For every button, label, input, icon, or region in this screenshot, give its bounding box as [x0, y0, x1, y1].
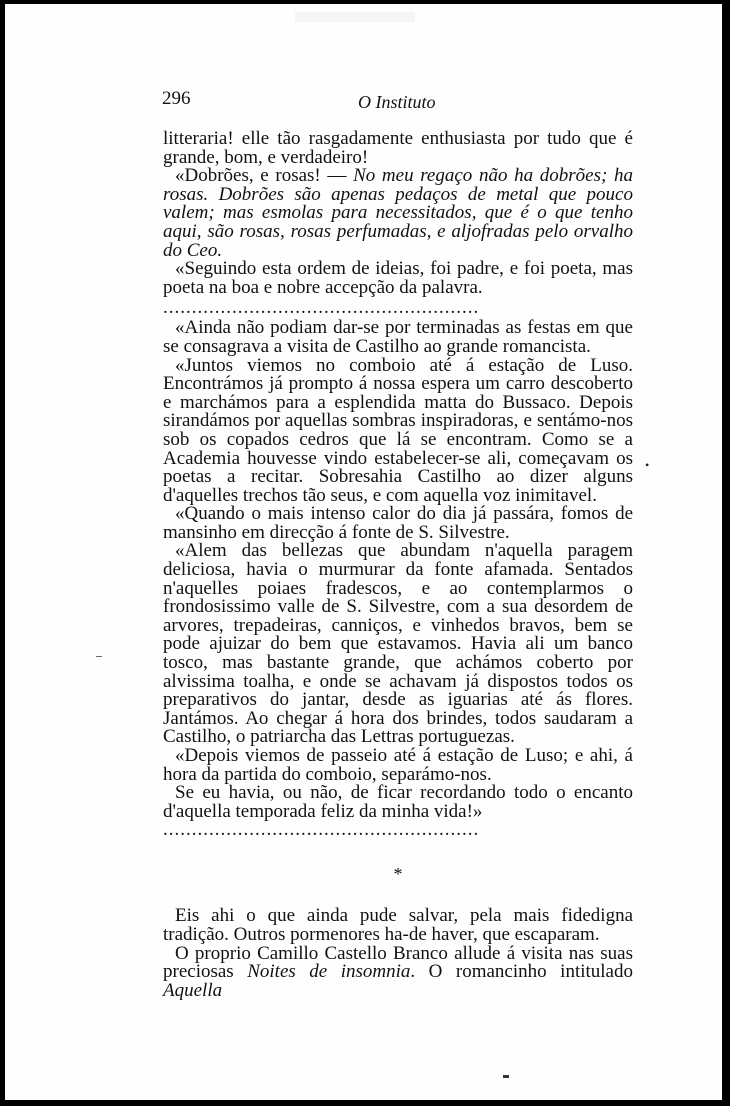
- scan-smudge: [295, 12, 415, 22]
- running-title: O Instituto: [358, 92, 436, 112]
- body-text: [163, 130, 633, 1000]
- paragraph-11-mid: . O romancinho intitulado: [410, 961, 633, 983]
- document-page: [5, 4, 722, 1100]
- paragraph-5: «Juntos viemos no comboio até á estação de Luso. Encontrámos já prompto á nossa espera um carro descoberto e marchámos para a esplendida matta do Bussaco. Depois sirandámos por aquellas sombras inspiradoras, e sentámo-nos sob os copados cedros que lá se encontram. Como se a Academia houvesse vindo estabelecer-se ali, começavam os poetas a recitar. Sobresahia Castilho ao dizer alguns d'aquelles trechos tão seus, e com aquella voz inimitavel.: [163, 354, 633, 506]
- paragraph-6: «Quando o mais intenso calor do dia já passára, fomos de mansinho em direcção á fonte de S. Silvestre.: [163, 503, 633, 543]
- paragraph-8: «Depois viemos de passeio até á estação de Luso; e ahi, á hora da partida do comboio, separámo-nos.: [163, 745, 633, 785]
- paragraph-9: Se eu havia, ou não, de ficar recordando todo o encanto d'aquella temporada feliz da minha vida!»: [163, 782, 633, 822]
- ellipsis-line-2: .......................................................: [163, 821, 480, 841]
- book-title-aquella: Aquella: [163, 979, 223, 1001]
- paragraph-11-start: O proprio Camillo Castello Branco allude á visita nas suas preciosas: [163, 942, 633, 983]
- paragraph-1: litteraria! elle tão rasgadamente enthusiasta por tudo que é grande, bom, e verdadeiro!: [163, 128, 633, 168]
- paragraph-3: «Seguindo esta ordem de ideias, foi padre, e foi poeta, mas poeta na boa e nobre accepção da palavra.: [163, 258, 633, 298]
- bottom-ink-mark: [503, 1075, 509, 1078]
- paragraph-4: «Ainda não podiam dar-se por terminadas as festas em que se consagrava a visita de Castilho ao grande romancista.: [163, 317, 633, 357]
- paragraph-2-italic: No meu regaço não ha dobrões; ha rosas. Dobrões são apenas pedaços de metal que pouco valem; mas esmolas para necessitados, que é o que tenho aqui, são rosas, rosas perfumadas, e aljofradas pelo orvalho do Ceo.: [163, 165, 633, 261]
- paragraph-10: Eis ahi o que ainda pude salvar, pela mais fidedigna tradição. Outros pormenores ha-de haver, que escaparam.: [163, 905, 633, 945]
- page-number: 296: [162, 88, 191, 109]
- paragraph-2-start: «Dobrões, e rosas! —: [175, 165, 354, 187]
- page-header: [162, 88, 632, 118]
- paragraph-7: «Alem das bellezas que abundam n'aquella paragem deliciosa, havia o murmurar da fonte afamada. Sentados n'aquelles poiaes fradescos, e ao contemplarmos o frondosissimo valle de S. Silvestre, com a sua desordem de arvores, trepadeiras, canniços, e vinhedos bravos, bem se pode ajuizar do bem que estavamos. Havia ali um banco tosco, mas bastante grande, que achámos coberto por alvissima toalha, e onde se achavam já dispostos todos os preparativos do jantar, desde as iguarias até ás flores. Jantámos. Ao chegar á hora dos brindes, todos saudaram a Castilho, o patriarcha das Lettras portuguezas.: [163, 540, 633, 748]
- book-title-noites: Noites de insomnia: [247, 961, 411, 983]
- paragraph-11: [163, 942, 633, 1001]
- section-ornament: *: [393, 864, 403, 885]
- margin-bullet-icon: •: [645, 458, 650, 472]
- margin-tick-mark: [96, 656, 102, 657]
- paragraph-2: [163, 167, 633, 260]
- ellipsis-line-1: .......................................................: [163, 299, 480, 319]
